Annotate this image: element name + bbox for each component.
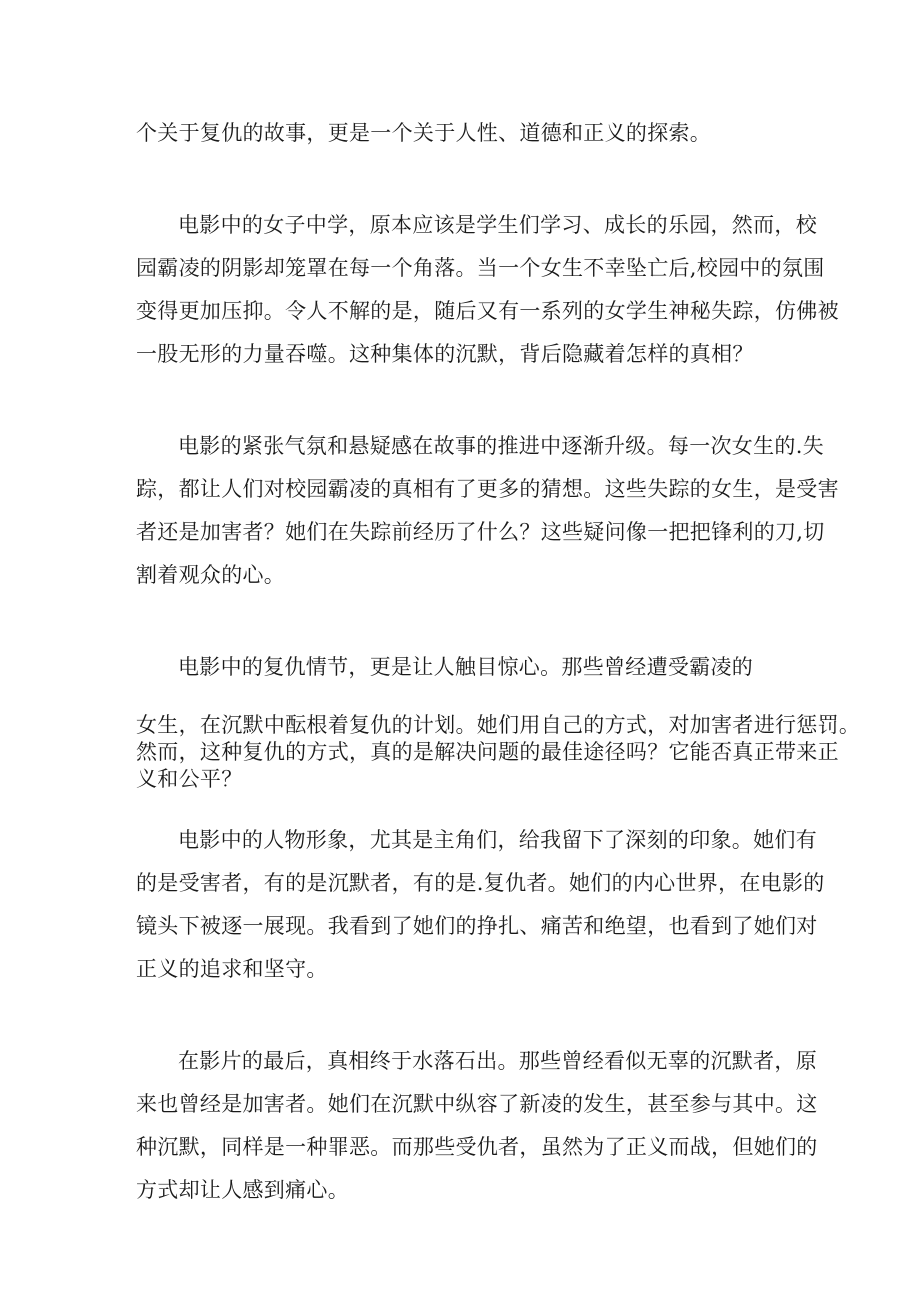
paragraph-2-line-3: 变得更加压抑。令人不解的是，随后又有一系列的女学生神秘失踪，仿佛被 bbox=[136, 299, 839, 323]
paragraph-3-line-2: 踪，都让人们对校园霸凌的真相有了更多的猜想。这些失踪的女生，是受害 bbox=[136, 477, 839, 501]
paragraph-6-line-4: 方式却让人感到痛心。 bbox=[136, 1178, 349, 1202]
paragraph-3-line-1: 电影的紧张气氛和悬疑感在故事的推进中逐渐升级。每一次女生的.失 bbox=[178, 434, 824, 458]
paragraph-5-line-4: 正义的追求和坚守。 bbox=[136, 957, 328, 981]
paragraph-2-line-1: 电影中的女子中学，原本应该是学生们学习、成长的乐园，然而，校 bbox=[178, 213, 817, 237]
paragraph-4-line-4: 义和公平？ bbox=[136, 767, 243, 791]
paragraph-1-line-1: 个关于复仇的故事，更是一个关于人性、道德和正义的探索。 bbox=[136, 121, 712, 145]
paragraph-6-line-1: 在影片的最后，真相终于水落石出。那些曾经看似无辜的沉默者，原 bbox=[178, 1049, 817, 1073]
paragraph-5-line-1: 电影中的人物形象，尤其是主角们，给我留下了深刻的印象。她们有 bbox=[178, 828, 817, 852]
paragraph-2-line-4: 一股无形的力量吞噬。这种集体的沉默，背后隐藏着怎样的真相？ bbox=[136, 342, 754, 366]
paragraph-5-line-2: 的是受害者，有的是沉默者，有的是.复仇者。她们的内心世界，在电影的 bbox=[136, 871, 825, 895]
paragraph-4-line-1: 电影中的复仇情节，更是让人触目惊心。那些曾经遭受霸凌的 bbox=[178, 655, 754, 679]
paragraph-3-line-4: 割着观众的心。 bbox=[136, 563, 286, 587]
paragraph-6-line-3: 种沉默，同样是一种罪恶。而那些受仇者，虽然为了正义而战，但她们的 bbox=[136, 1135, 818, 1159]
paragraph-4-line-3: 然而，这种复仇的方式，真的是解决问题的最佳途径吗？它能否真正带来正 bbox=[136, 740, 839, 764]
paragraph-4-line-2: 女生，在沉默中酝根着复仇的计划。她们用自己的方式，对加害者进行惩罚。 bbox=[136, 713, 861, 737]
paragraph-2-line-2: 园霸凌的阴影却笼罩在每一个角落。当一个女生不幸坠亡后,校园中的氛围 bbox=[136, 256, 825, 280]
paragraph-6-line-2: 来也曾经是加害者。她们在沉默中纵容了新凌的发生，甚至参与其中。这 bbox=[136, 1092, 818, 1116]
paragraph-5-line-3: 镜头下被逐一展现。我看到了她们的挣扎、痛苦和绝望，也看到了她们对 bbox=[136, 914, 818, 938]
paragraph-3-line-3: 者还是加害者？她们在失踪前经历了什么？这些疑问像一把把锋利的刀,切 bbox=[136, 520, 825, 544]
